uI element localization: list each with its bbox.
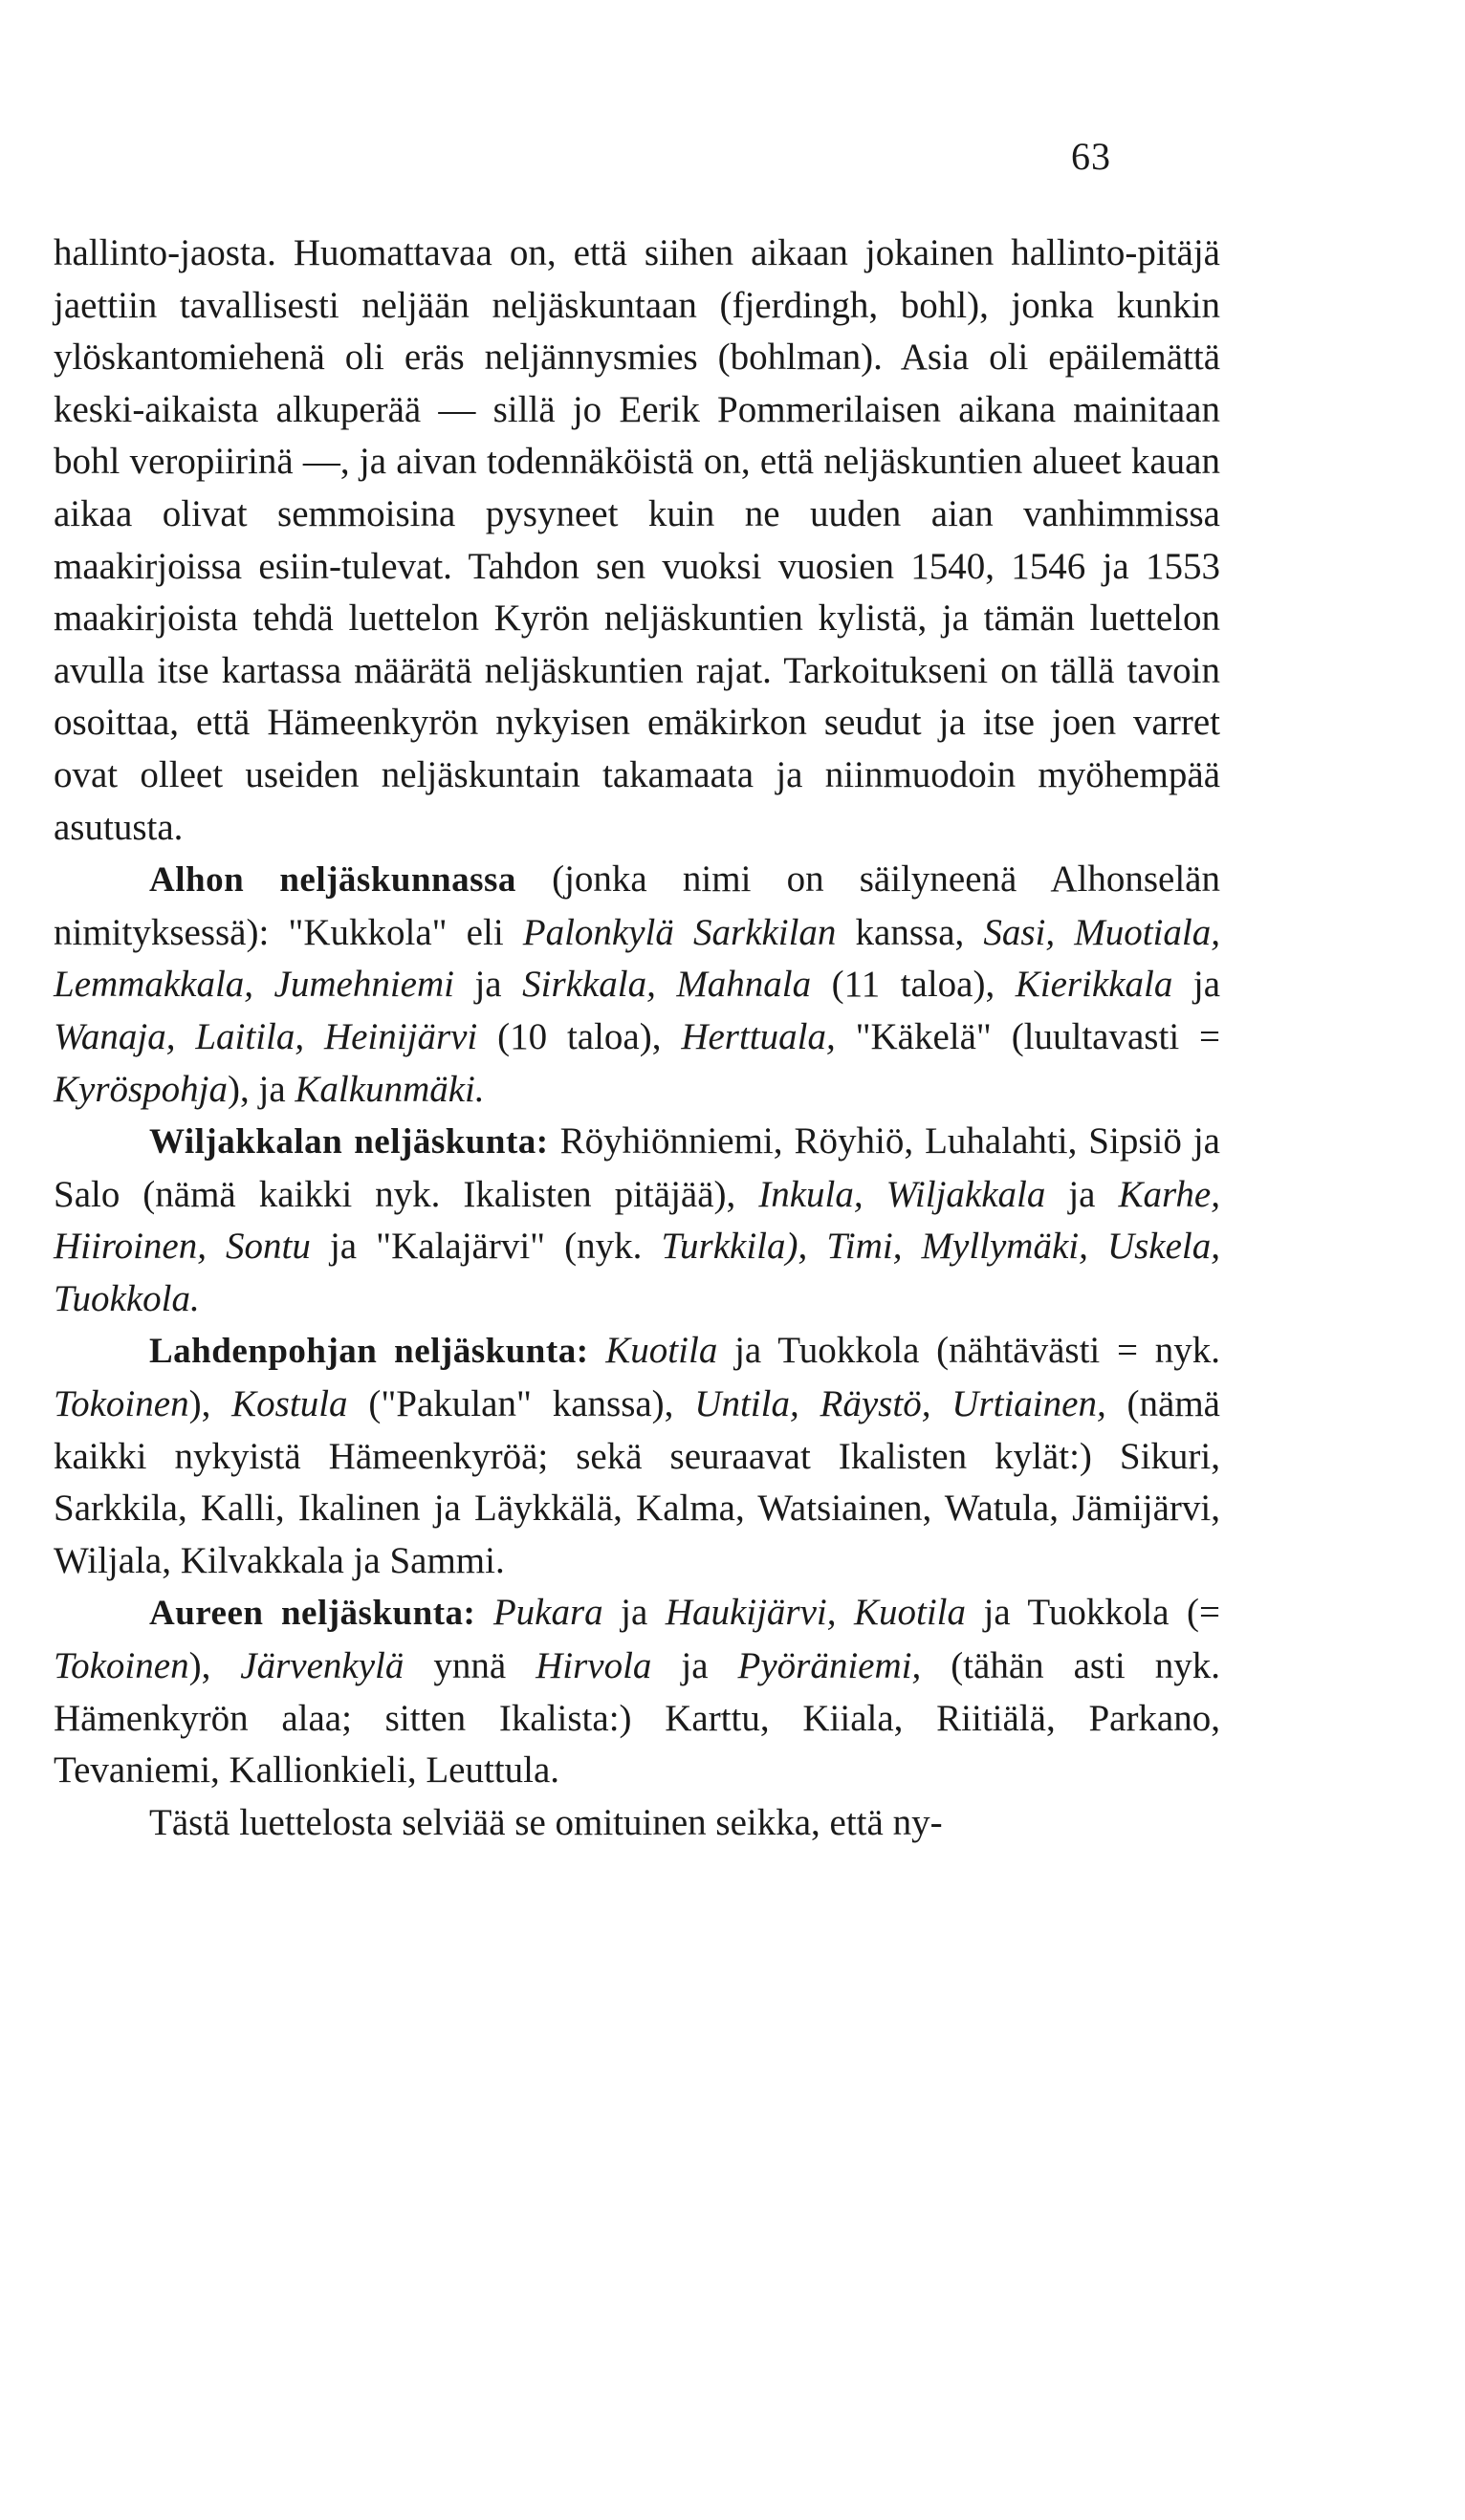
paragraph-lahdenpohja (54, 1325, 1220, 1587)
page-number: 63 (1071, 135, 1111, 178)
text-run: kanssa, (836, 911, 984, 953)
paragraph-aure (54, 1587, 1220, 1796)
village-names: Kyröspohja (54, 1068, 229, 1110)
text-run: "Käkelä" (luultavasti = (835, 1015, 1220, 1057)
text-run (475, 1592, 493, 1633)
text-run: hallinto-jaosta. Huomattavaa on, että siihen aikaan jokainen hallinto-pitäjä jaettiin tavallisesti neljään neljäskuntaan (fjerdingh, bohl), jonka kunkin ylöskantomiehenä oli eräs neljännysmies (bohlman). Asia oli epäilemättä keski-aikaista alkuperää — sillä jo Eerik Pommerilaisen aikana mainitaan bohl veropiirinä —, ja aivan todennäköistä on, että neljäskuntien alueet kauan aikaa olivat semmoisina pysyneet kuin ne uuden aian vanhimmissa maakirjoissa esiin-tulevat. Tahdon sen vuoksi vuosien 1540, 1546 ja 1553 maakirjoista tehdä luettelon Kyrön neljäskuntien kylistä, ja tämän luettelon avulla itse kartassa määrätä neljäskuntien rajat. Tarkoitukseni on tällä tavoin osoittaa, että Hämeenkyrön nykyisen emäkirkon seudut ja itse joen varret ovat olleet useiden neljäskuntain takamaata ja niinmuodoin myöhempää asutusta. (54, 232, 1220, 848)
text-run: ja "Kalajärvi" (nyk. (310, 1226, 662, 1268)
village-names: Herttuala, (681, 1015, 836, 1057)
village-names: Tokoinen (54, 1383, 189, 1425)
village-names: Palonkylä Sarkkilan (522, 911, 837, 953)
text-run: (10 taloa), (477, 1015, 682, 1057)
text-run: ja (1045, 1173, 1119, 1215)
village-names: Sirkkala, Mahnala (522, 964, 812, 1006)
district-heading: Aureen neljäskunta: (149, 1594, 476, 1634)
text-run: ja (1172, 964, 1220, 1006)
village-names: Turkkila), Timi, Myllymäki, Uskela, Tuokkola. (54, 1226, 1220, 1319)
village-names: Haukijärvi, Kuotila (665, 1592, 967, 1634)
district-heading: Wiljakkalan neljäskunta: (149, 1122, 549, 1162)
text-run: ), (188, 1383, 232, 1425)
text-run: (jonka nimi on säilyneenä Alhonselän nimityksessä): "Kukkola" eli (54, 858, 1220, 953)
village-names: Järvenkylä (240, 1645, 405, 1687)
village-names: Sasi, Muotiala, Lemmakkala, Jumehniemi (54, 911, 1220, 1006)
village-names: Wanaja, Laitila, Heinijärvi (54, 1015, 478, 1057)
text-run: ynnä (404, 1645, 536, 1687)
text-run: (11 taloa), (811, 964, 1016, 1006)
village-names: Pyöräniemi, (737, 1645, 922, 1687)
paragraph-conclusion (54, 1797, 1220, 1850)
text-run: ("Pakulan" kanssa), (347, 1383, 695, 1425)
paragraph-alho (54, 854, 1220, 1116)
village-names: Karhe, Hiiroinen, Sontu (54, 1173, 1220, 1268)
village-names: Inkula, Wiljakkala (758, 1173, 1046, 1215)
paragraph-wiljakkala (54, 1116, 1220, 1325)
text-run (589, 1330, 606, 1371)
body-text (54, 228, 1220, 1849)
text-run: ja (602, 1592, 666, 1634)
district-heading: Lahdenpohjan neljäskunta: (149, 1332, 589, 1372)
text-run: ja Tuokkola (nähtävästi = nyk. (717, 1330, 1221, 1372)
village-names: Pukara (492, 1592, 603, 1634)
text-run: ja (651, 1645, 738, 1687)
village-names: Hirvola (536, 1645, 652, 1687)
village-names: Kalkunmäki. (295, 1068, 485, 1110)
text-run: ja (453, 964, 523, 1006)
text-run: ), (188, 1645, 241, 1687)
paragraph-intro (54, 228, 1220, 854)
text-run: (tähän asti nyk. Hämenkyrön alaa; sitten Ikalista:) Karttu, Kiiala, Riitiälä, Parkano, Tevaniemi, Kallionkieli, Leuttula. (54, 1645, 1220, 1792)
district-heading: Alhon neljäskunnassa (149, 860, 516, 901)
text-run: ja Tuokkola (= (966, 1592, 1220, 1634)
village-names: Tokoinen (54, 1645, 189, 1687)
text-run: ), ja (228, 1068, 295, 1110)
village-names: Untila, Räystö, Urtiainen, (694, 1383, 1106, 1425)
village-names: Kostula (231, 1383, 348, 1425)
text-run: Tästä luettelosta selviää se omituinen seikka, että ny- (149, 1801, 943, 1843)
village-names: Kuotila (605, 1330, 718, 1372)
text-run: (nämä kaikki nykyistä Hämeenkyröä; sekä seuraavat Ikalisten kylät:) Sikuri, Sarkkila, Kalli, Ikalinen ja Läykkälä, Kalma, Watsiainen, Watula, Jämijärvi, Wiljala, Kilvakkala ja Sammi. (54, 1383, 1220, 1581)
text-run: Röyhiönniemi, Röyhiö, Luhalahti, Sipsiö ja Salo (nämä kaikki nyk. Ikalisten pitäjää), (54, 1120, 1220, 1215)
village-names: Kierikkala (1015, 964, 1173, 1006)
